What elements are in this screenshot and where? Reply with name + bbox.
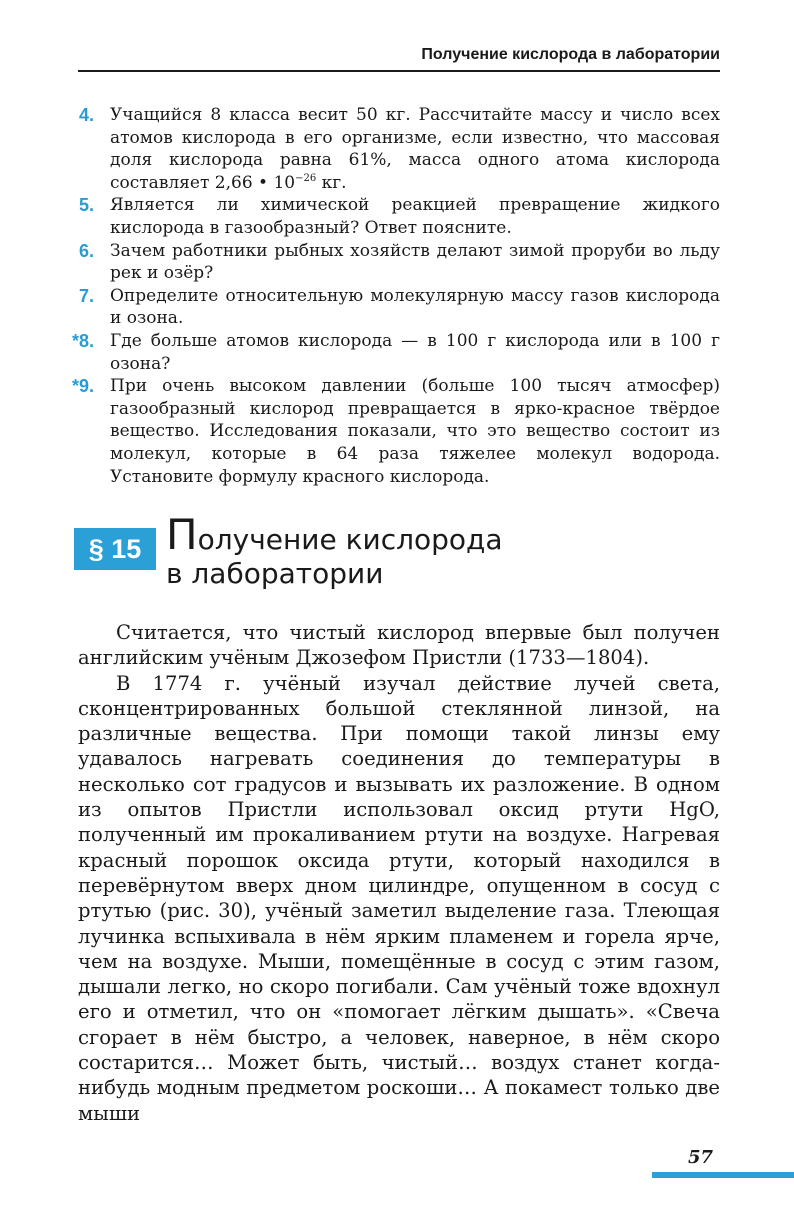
task-text: Определите относительную молекулярную массу газов кислорода и озона. (110, 285, 720, 329)
page-number: 57 (688, 1147, 714, 1168)
task-number: 6. (78, 240, 94, 261)
task-number: 4. (78, 105, 94, 125)
title-line-2: в лаборатории (166, 557, 384, 590)
task-item (52, 240, 720, 285)
section-title (166, 510, 646, 591)
task-text: Является ли химической реакцией превращение жидкого кислорода в газообразный? Ответ поясните. (110, 195, 720, 238)
body-text (78, 620, 720, 1126)
task-text: При очень высоком давлении (больше 100 тысяч атмосфер) газообразный кислород превращается в ярко-красное твёрдое вещество. Исследования показали, что это вещество состоит из молекул, которые в 64 раза тяжелее молекул водорода. Установите формулу красного кислорода. (110, 376, 720, 487)
task-text: Где больше атомов кислорода — в 100 г кислорода или в 100 г озона? (110, 330, 720, 374)
task-number: *8. (71, 330, 94, 351)
task-number: 5. (78, 195, 94, 216)
title-initial-letter: П (166, 510, 198, 559)
paragraph: В 1774 г. учёный изучал действие лучей света, сконцентрированных большой стеклянной линзой, на различные вещества. При помощи такой линзы ему удавалось нагревать соединения до температуры в несколько сот градусов и вызывать их разложение. В одном из опытов Пристли использовал оксид ртути HgO, полученный им прокаливанием ртути на воздухе. Нагревая красный порошок оксида ртути, который находился в перевёрнутом вверх дном цилиндре, опущенном в сосуд с ртутью (рис. 30), учёный заметил выделение газа. Тлеющая лучинка вспыхивала в нём ярким пламенем и горела ярче, чем на воздухе. Мыши, помещённые в сосуд с этим газом, дышали легко, но скоро погибали. Сам учёный тоже вдохнул его и отметил, что он «помогает лёгким дышать». «Свеча сгорает в нём быстро, а человек, наверное, в нём скоро состарится… Может быть, чистый… воздух станет когда-нибудь модным предметом роскоши… А покамест только две мыши (78, 671, 720, 1125)
task-text: Учащийся 8 класса весит 50 кг. Рассчитайте массу и число всех атомов кислорода в его организме, если известно, что массовая доля кислорода равна 61%, масса одного атома кислорода составляет 2,66 • 10 (110, 105, 720, 193)
task-item (52, 104, 720, 194)
section-number-badge: § 15 (74, 528, 156, 570)
header-rule (78, 70, 720, 72)
title-line-1: олучение кислорода (197, 523, 503, 556)
task-item (52, 194, 720, 239)
task-text-end: кг. (316, 172, 347, 193)
paragraph: Считается, что чистый кислород впервые был получен английским учёным Джозефом Пристли (1733—1804). (78, 621, 720, 670)
task-item (52, 375, 720, 488)
task-text: Зачем работники рыбных хозяйств делают зимой проруби во льду рек и озёр? (110, 240, 720, 284)
task-item (52, 330, 720, 375)
running-head: Получение кислорода в лаборатории (421, 46, 720, 63)
exponent: −26 (295, 172, 317, 184)
task-number: 7. (78, 285, 94, 306)
task-list (52, 104, 720, 488)
task-item (52, 285, 720, 330)
task-number: *9. (71, 376, 94, 397)
footer-accent-bar (652, 1172, 794, 1178)
